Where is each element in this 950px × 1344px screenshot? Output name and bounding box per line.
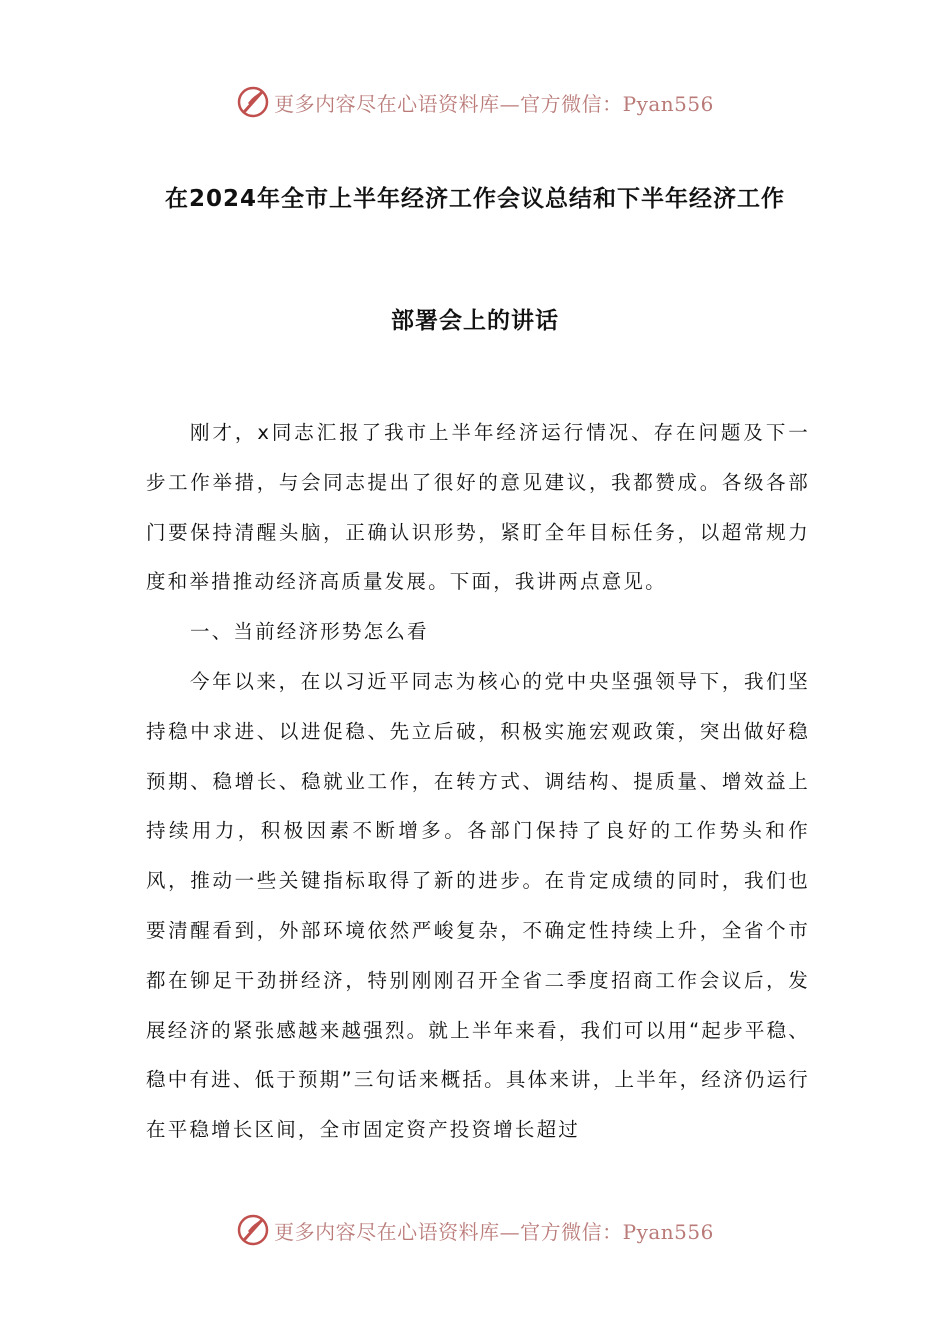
watermark-text: 更多内容尽在心语资料库—官方微信：Pyan556: [274, 91, 714, 116]
watermark-header: [0, 82, 950, 122]
document-body: [146, 408, 810, 1155]
paragraph-opening: 刚才，x同志汇报了我市上半年经济运行情况、存在问题及下一步工作举措，与会同志提出了很好的意见建议，我都赞成。各级各部门要保持清醒头脑，正确认识形势，紧盯全年目标任务，以超常规力度和举措推动经济高质量发展。下面，我讲两点意见。: [146, 421, 810, 594]
quill-logo-icon: [236, 85, 270, 119]
document-title-line-1: 在2024年全市上半年经济工作会议总结和下半年经济工作: [164, 186, 785, 212]
paragraph-economic-situation: 今年以来，在以习近平同志为核心的党中央坚强领导下，我们坚持稳中求进、以进促稳、先立后破，积极实施宏观政策，突出做好稳预期、稳增长、稳就业工作，在转方式、调结构、提质量、增效益上持续用力，积极因素不断增多。各部门保持了良好的工作势头和作风，推动一些关键指标取得了新的进步。在肯定成绩的同时，我们也要清醒看到，外部环境依然严峻复杂，不确定性持续上升，全省个市都在铆足干劲拼经济，特别刚刚召开全省二季度招商工作会议后，发展经济的紧张感越来越强烈。就上半年来看，我们可以用“起步平稳、稳中有进、低于预期”三句话来概括。具体来讲，上半年，经济仍运行在平稳增长区间，全市固定资产投资增长超过: [146, 669, 810, 1142]
section-heading-1: 一、当前经济形势怎么看: [190, 620, 429, 644]
document-title-line-2: 部署会上的讲话: [391, 308, 559, 334]
watermark-text: 更多内容尽在心语资料库—官方微信：Pyan556: [274, 1219, 714, 1244]
watermark-footer: [0, 1210, 950, 1250]
quill-logo-icon: [236, 1213, 270, 1247]
